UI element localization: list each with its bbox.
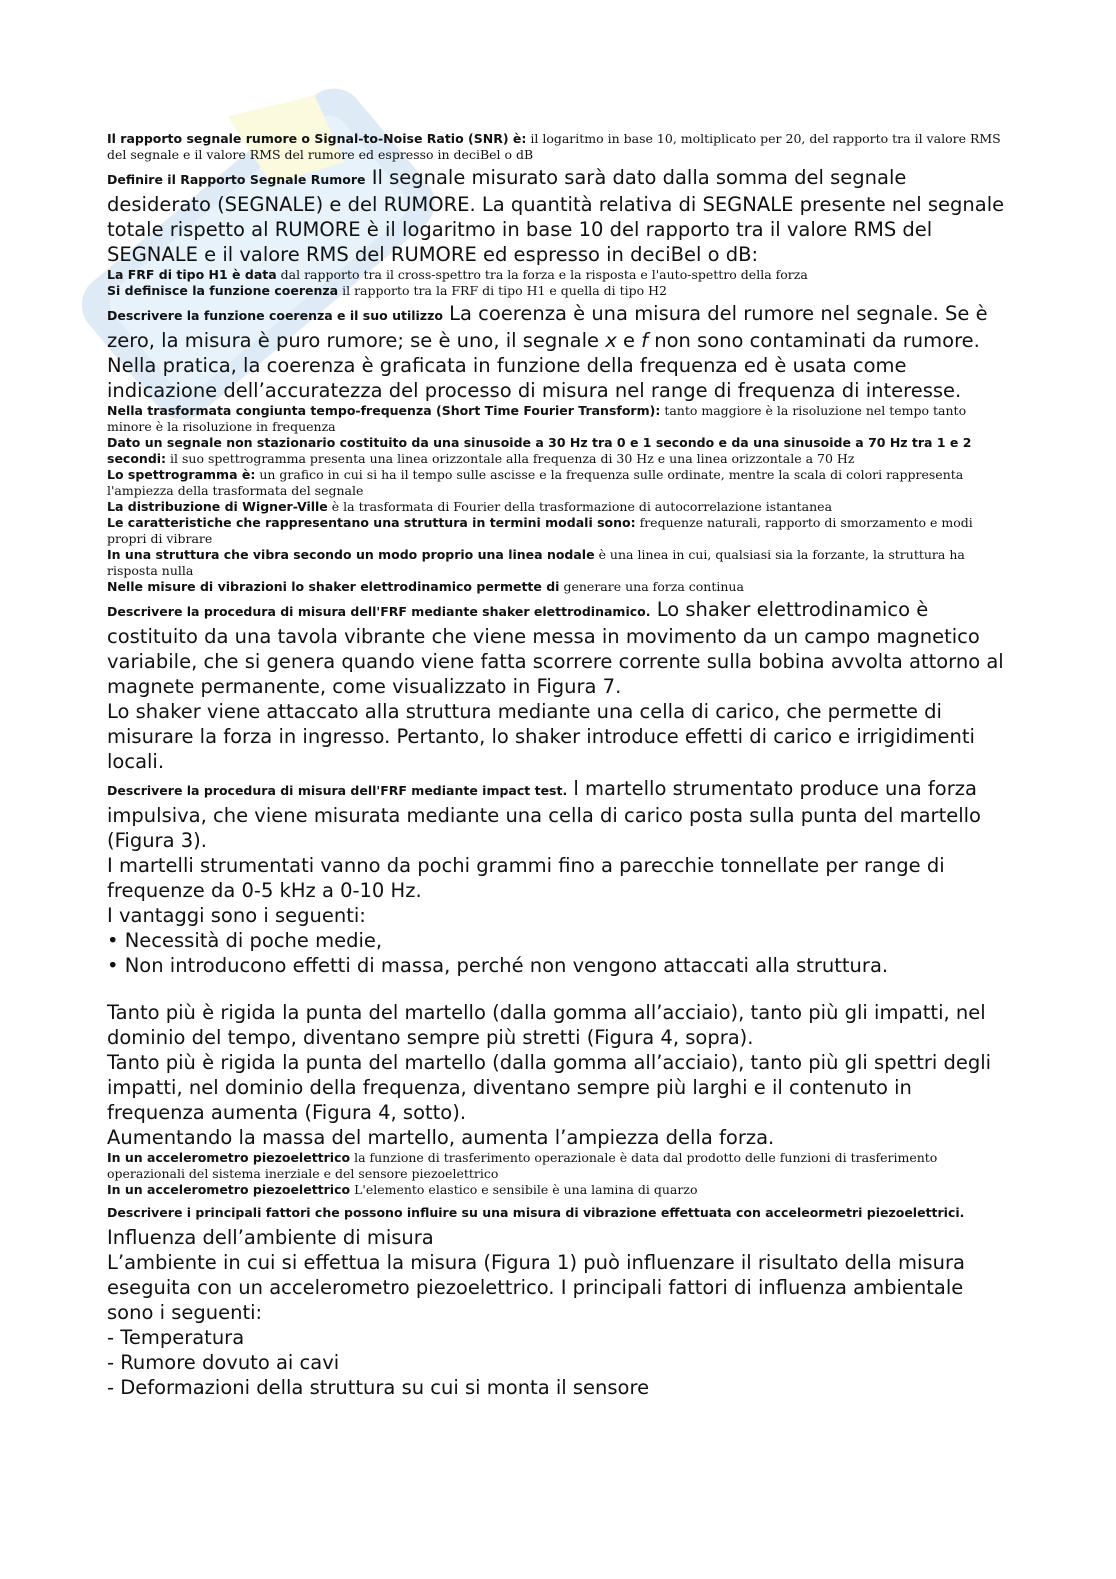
question: Le caratteristiche che rappresentano una struttura in termini modali sono: <box>107 515 636 530</box>
coherence-practice-paragraph: Nella pratica, la coerenza è graficata in funzione della frequenza ed è usata come indicazione dell’accuratezza del processo di misura nel range di frequenza di interesse. <box>107 354 962 402</box>
entry-accelerometer-element <box>107 1182 1007 1198</box>
environment-paragraph: L’ambiente in cui si effettua la misura (Figura 1) può influenzare il risultato della misura eseguita con un accelerometro piezoelettrico. I principali fattori di influenza ambientale sono i seguenti: <box>107 1251 965 1324</box>
document-page <box>107 131 1007 1400</box>
question: In un accelerometro piezoelettrico <box>107 1182 351 1197</box>
entry-frf-h1 <box>107 267 1007 283</box>
entry-impact-test <box>107 776 1007 853</box>
advantage-item: • Non introducono effetti di massa, perché non vengono attaccati alla struttura. <box>107 954 889 977</box>
answer: è la trasformata di Fourier della trasformazione di autocorrelazione istantanea <box>331 499 833 514</box>
question: Descrivere la funzione coerenza e il suo utilizzo <box>107 308 443 323</box>
question: Nelle misure di vibrazioni lo shaker elettrodinamico permette di <box>107 579 560 594</box>
answer: Lo shaker elettrodinamico è costituito da una tavola vibrante che viene messa in movimento da un campo magnetico variabile, che si genera quando viene fatta scorrere corrente sulla bobina avvolta attorno al magnete permanente, come visualizzato in Figura 7. <box>107 598 1004 698</box>
question: La FRF di tipo H1 è data <box>107 267 277 282</box>
spacer <box>107 978 1007 1000</box>
answer: L'elemento elastico e sensibile è una lamina di quarzo <box>354 1182 698 1197</box>
entry-define-snr <box>107 165 1007 267</box>
entry-shaker <box>107 579 1007 595</box>
question: Descrivere la procedura di misura dell'FRF mediante shaker elettrodinamico. <box>107 604 651 619</box>
answer: il suo spettrogramma presenta una linea orizzontale alla frequenza di 30 Hz e una linea orizzontale a 70 Hz <box>170 451 855 466</box>
entry-stft <box>107 403 1007 435</box>
answer: tanto maggiore è la risoluzione nel tempo tanto minore è la risoluzione in frequenza <box>107 403 967 434</box>
answer: è una linea in cui, qualsiasi sia la forzante, la struttura ha risposta nulla <box>107 547 965 578</box>
answer: dal rapporto tra il cross-spettro tra la forza e la risposta e l'auto-spettro della forza <box>280 267 808 282</box>
answer: frequenze naturali, rapporto di smorzamento e modi propri di vibrare <box>107 515 973 546</box>
question: In una struttura che vibra secondo un modo proprio una linea nodale <box>107 547 595 562</box>
hammer-range-paragraph: I martelli strumentati vanno da pochi grammi fino a parecchie tonnellate per range di frequenze da 0-5 kHz a 0-10 Hz. <box>107 854 945 902</box>
answer: il rapporto tra la FRF di tipo H1 e quella di tipo H2 <box>342 283 668 298</box>
hammer-tip-time-paragraph: Tanto più è rigida la punta del martello (dalla gomma all’acciaio), tanto più gli impatti, nel dominio del tempo, diventano sempre più stretti (Figura 4, sopra). <box>107 1001 986 1049</box>
entry-snr <box>107 131 1007 163</box>
question: In un accelerometro piezoelettrico <box>107 1150 351 1165</box>
entry-wigner-ville <box>107 499 1007 515</box>
conjunction: e <box>622 329 635 352</box>
shaker-paragraph: Lo shaker viene attaccato alla struttura mediante una cella di carico, che permette di misurare la forza in ingresso. Pertanto, lo shaker introduce effetti di carico e irrigidimenti locali. <box>107 700 975 773</box>
entry-coherence-def <box>107 283 1007 299</box>
answer: l martello strumentato produce una forza impulsiva, che viene misurata mediante una cella di carico posta sulla punta del martello (Figura 3). <box>107 777 981 852</box>
hammer-mass-paragraph: Aumentando la massa del martello, aumenta l’ampiezza della forza. <box>107 1126 775 1149</box>
entry-nodal-line <box>107 547 1007 579</box>
question: Descrivere la procedura di misura dell'FRF mediante impact test. <box>107 783 568 798</box>
factor-item: - Rumore dovuto ai cavi <box>107 1351 340 1374</box>
entry-spectrogram <box>107 467 1007 499</box>
entry-modal <box>107 515 1007 547</box>
hammer-tip-frequency-paragraph: Tanto più è rigida la punta del martello (dalla gomma all’acciaio), tanto più gli spettri degli impatti, nel dominio della frequenza, diventano sempre più larghi e il contenuto in frequenza aumenta (Figura 4, sotto). <box>107 1051 992 1124</box>
entry-accelerometer-transfer <box>107 1150 1007 1182</box>
symbol-f: f <box>641 329 649 352</box>
question: Nella trasformata congiunta tempo-frequenza (Short Time Fourier Transform): <box>107 403 661 418</box>
advantages-heading: I vantaggi sono i seguenti: <box>107 904 366 927</box>
question: Si definisce la funzione coerenza <box>107 283 339 298</box>
question: La distribuzione di Wigner-Ville <box>107 499 328 514</box>
answer: generare una forza continua <box>563 579 744 594</box>
advantage-item: • Necessità di poche medie, <box>107 929 383 952</box>
factor-item: - Deformazioni della struttura su cui si monta il sensore <box>107 1376 650 1399</box>
entry-accelerometer-factors <box>107 1198 1007 1250</box>
answer-part1: La coerenza è una misura del rumore nel segnale. Se è zero, la misura è puro rumore; se è uno, il segnale <box>107 302 988 352</box>
question: Definire il Rapporto Segnale Rumore <box>107 172 366 187</box>
question: Lo spettrogramma è: <box>107 467 256 482</box>
symbol-x: x <box>605 329 617 352</box>
factor-item: - Temperatura <box>107 1326 245 1349</box>
entry-shaker-procedure <box>107 597 1007 699</box>
answer: il logaritmo in base 10, moltiplicato per 20, del rapporto tra il valore RMS del segnale e il valore RMS del rumore ed espresso in deciBel o dB <box>107 131 1001 162</box>
question: Dato un segnale non stazionario costituito da una sinusoide a 30 Hz tra 0 e 1 secondo e da una sinusoide a 70 Hz tra 1 e 2 secondi: <box>107 435 972 466</box>
answer: la funzione di trasferimento operazionale è data dal prodotto delle funzioni di trasferimento operazionali del sistema inerziale e del sensore piezoelettrico <box>107 1150 938 1181</box>
question: Il rapporto segnale rumore o Signal-to-Noise Ratio (SNR) è: <box>107 131 527 146</box>
answer-part2: non sono contaminati da rumore. <box>654 329 980 352</box>
question: Descrivere i principali fattori che possono influire su una misura di vibrazione effettuata con acceleormetri piezoelettrici. <box>107 1205 965 1220</box>
answer: Influenza dell’ambiente di misura <box>107 1226 434 1249</box>
answer: un grafico in cui si ha il tempo sulle ascisse e la frequenza sulle ordinate, mentre la scala di colori rappresenta l'ampiezza della trasformata del segnale <box>107 467 964 498</box>
answer: Il segnale misurato sarà dato dalla somma del segnale desiderato (SEGNALE) e del RUMORE. La quantità relativa di SEGNALE presente nel segnale totale rispetto al RUMORE è il logaritmo in base 10 del rapporto tra il valore RMS del SEGNALE e il valore RMS del RUMORE ed espresso in deciBel o dB: <box>107 166 1005 266</box>
entry-nonstationary <box>107 435 1007 467</box>
entry-coherence-use <box>107 301 1007 353</box>
